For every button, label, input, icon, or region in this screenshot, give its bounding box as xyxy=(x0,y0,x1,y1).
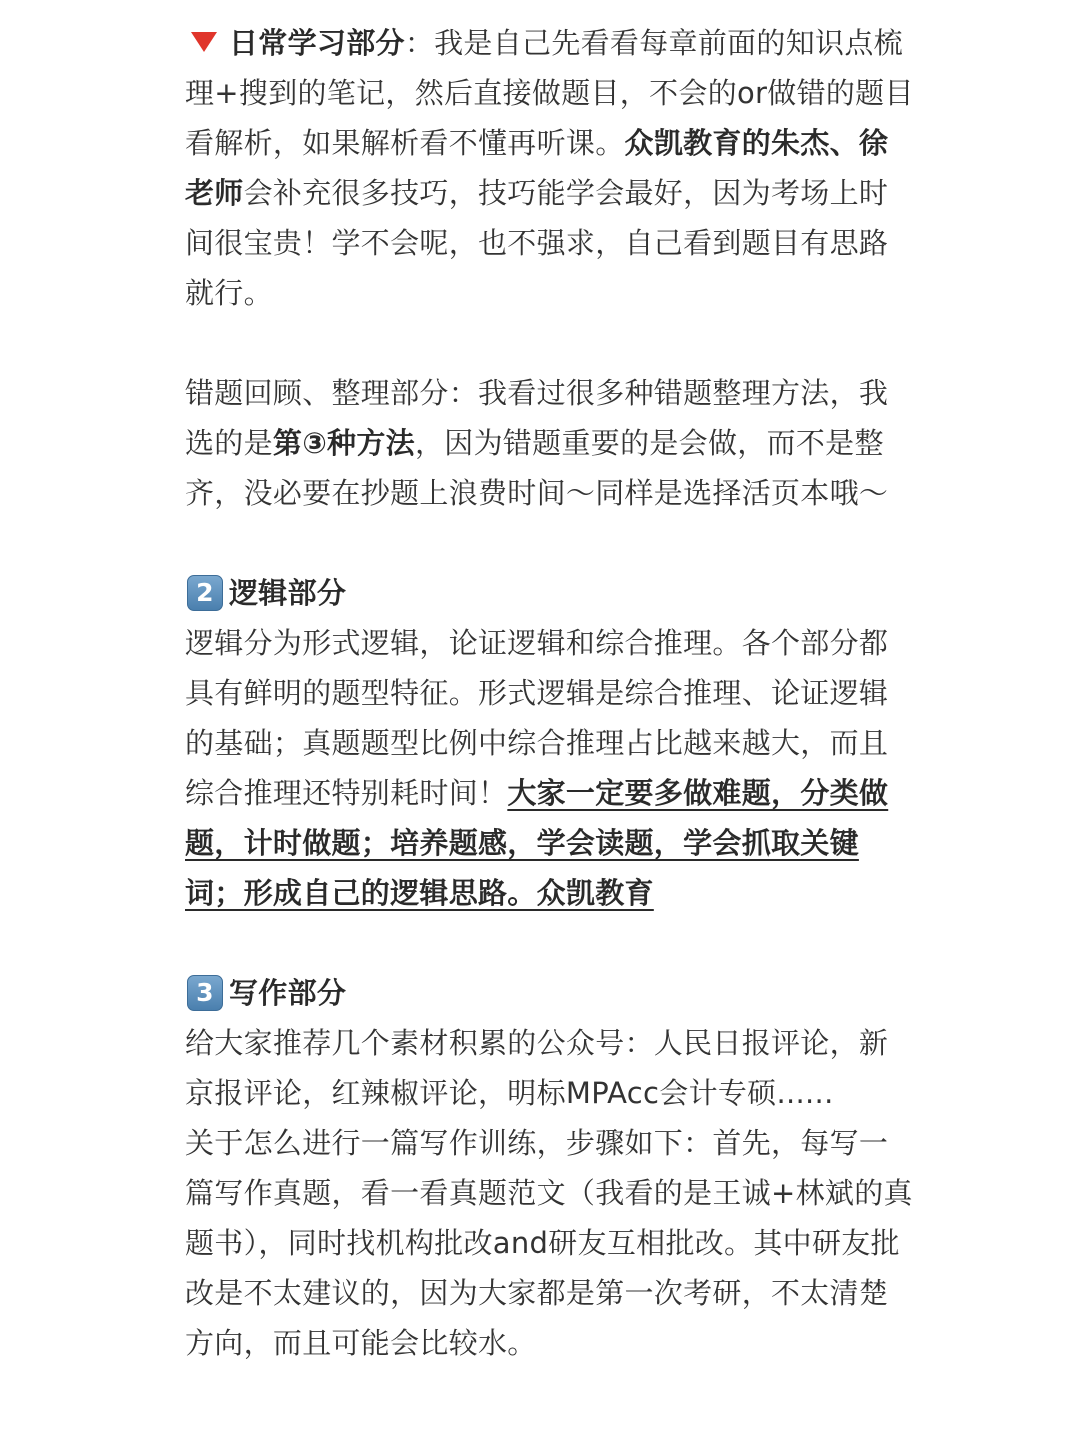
writing-paragraph-2: 关于怎么进行一篇写作训练，步骤如下：首先，每写一篇写作真题，看一看真题范文（我看的是王诚+林斌的真题书），同时找机构批改and研友互相批改。其中研友批改是不太建议的，因为大家都是第一次考研，不太清楚方向，而且可能会比较水。 xyxy=(185,1126,913,1360)
keycap-3-icon: 3 xyxy=(187,975,223,1011)
paragraph-spacer xyxy=(185,518,915,568)
daily-study-paragraph xyxy=(185,18,915,318)
mistake-review-method: 第③种方法 xyxy=(272,426,415,460)
red-triangle-down-icon xyxy=(191,32,217,52)
writing-section-heading xyxy=(185,968,915,1018)
article-body xyxy=(185,18,915,1368)
mistake-review-text-1: 错题回顾、整理部分：我看过很多种错题整理方法，我选的是 xyxy=(185,376,889,460)
writing-paragraph-1: 给大家推荐几个素材积累的公众号：人民日报评论，新京报评论，红辣椒评论，明标MPAcc会计专硕...... xyxy=(185,1026,889,1110)
logic-heading-text: 逻辑部分 xyxy=(229,576,347,610)
daily-study-text-1: 我是自己先看看每章前面的知识点梳理+搜到的笔记，然后直接做题目，不会的or做错的题目看解析，如果解析看不懂再听课。 xyxy=(185,26,914,160)
logic-underlined-advice: 大家一定要多做难题，分类做题，计时做题；培养题感，学会读题，学会抓取关键词；形成自己的逻辑思路。众凯教育 xyxy=(185,776,889,910)
logic-paragraph xyxy=(185,618,915,918)
logic-section-heading xyxy=(185,568,915,618)
paragraph-spacer xyxy=(185,918,915,968)
daily-study-colon: ： xyxy=(404,26,435,60)
mistake-review-text-2: ，因为错题重要的是会做，而不是整齐，没必要在抄题上浪费时间～同样是选择活页本哦～ xyxy=(185,426,889,510)
writing-heading-text: 写作部分 xyxy=(229,976,347,1010)
logic-text-1: 逻辑分为形式逻辑，论证逻辑和综合推理。各个部分都具有鲜明的题型特征。形式逻辑是综合推理、论证逻辑的基础；真题题型比例中综合推理占比越来越大，而且综合推理还特别耗时间！ xyxy=(185,626,889,810)
daily-study-teachers: 众凯教育的朱杰、徐老师 xyxy=(185,126,889,210)
daily-study-text-2: 会补充很多技巧，技巧能学会最好，因为考场上时间很宝贵！学不会呢，也不强求，自己看到题目有思路就行。 xyxy=(185,176,889,310)
mistake-review-paragraph xyxy=(185,368,915,518)
keycap-2-icon: 2 xyxy=(187,575,223,611)
paragraph-spacer xyxy=(185,318,915,368)
daily-study-heading: 日常学习部分 xyxy=(229,26,405,60)
